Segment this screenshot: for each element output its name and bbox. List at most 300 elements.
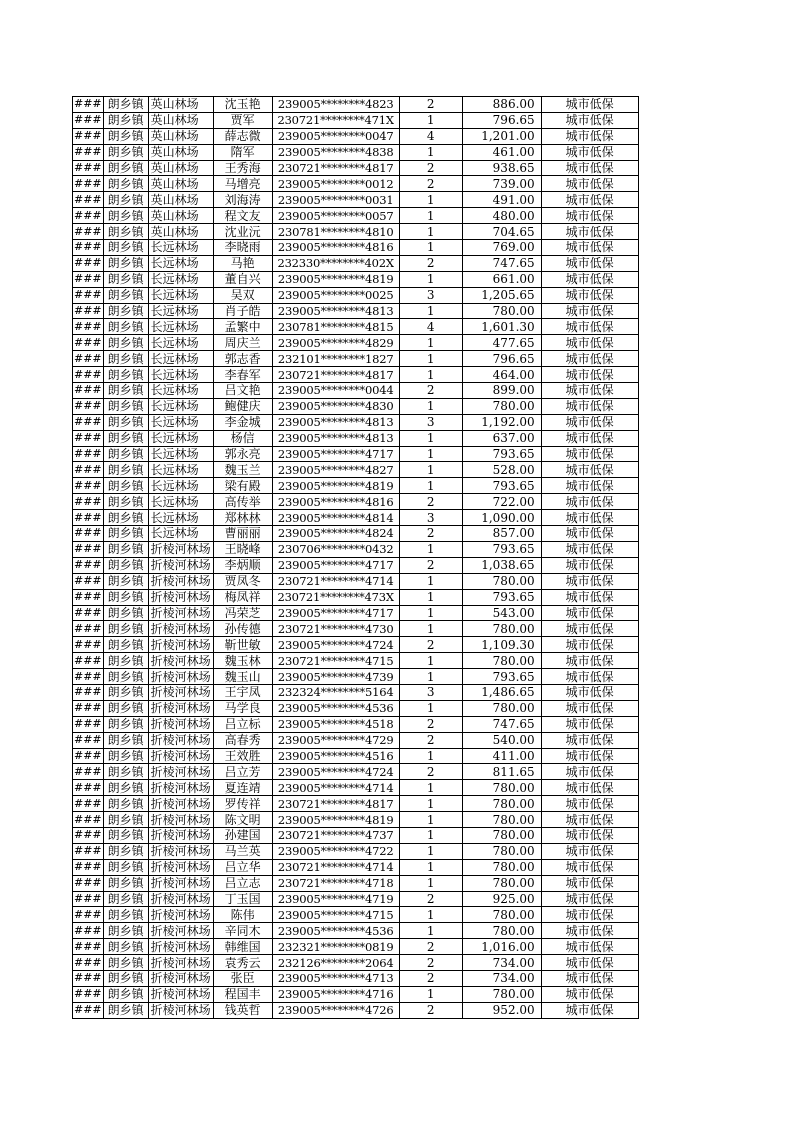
- table-row: [73, 478, 639, 494]
- town-cell: 朗乡镇: [103, 827, 148, 843]
- row-number-cell: ###: [74, 955, 102, 969]
- category-cell: 城市低保: [541, 208, 638, 224]
- table-row: [73, 144, 639, 160]
- amount-cell: 938.65: [462, 160, 541, 176]
- household-size-cell: 2: [399, 891, 462, 907]
- id-number-cell: 232324********5164: [272, 684, 399, 700]
- town-cell: 朗乡镇: [103, 97, 148, 113]
- town-cell: 朗乡镇: [103, 764, 148, 780]
- id-number-cell: 230721********4714: [272, 573, 399, 589]
- town-cell: 朗乡镇: [103, 970, 148, 986]
- name-cell: 郑林林: [213, 510, 272, 526]
- name-cell: 靳世敏: [213, 637, 272, 653]
- category-cell: 城市低保: [541, 764, 638, 780]
- table-row: [73, 780, 639, 796]
- name-cell: 孟繁中: [213, 319, 272, 335]
- forest-farm-cell: 折棱河林场: [148, 780, 213, 796]
- category-cell: 城市低保: [541, 494, 638, 510]
- town-cell: 朗乡镇: [103, 414, 148, 430]
- household-size-cell: 2: [399, 939, 462, 955]
- id-number-cell: 239005********4536: [272, 700, 399, 716]
- category-cell: 城市低保: [541, 303, 638, 319]
- town-cell: 朗乡镇: [103, 907, 148, 923]
- town-cell: 朗乡镇: [103, 367, 148, 383]
- town-cell: 朗乡镇: [103, 526, 148, 542]
- row-number-cell: ###: [74, 748, 102, 762]
- name-cell: 马增亮: [213, 176, 272, 192]
- name-cell: 曹丽丽: [213, 526, 272, 542]
- town-cell: 朗乡镇: [103, 812, 148, 828]
- id-number-cell: 239005********4713: [272, 970, 399, 986]
- name-cell: 魏玉山: [213, 669, 272, 685]
- amount-cell: 1,205.65: [462, 287, 541, 303]
- household-size-cell: 2: [399, 160, 462, 176]
- id-number-cell: 239005********4722: [272, 843, 399, 859]
- table-row: [73, 621, 639, 637]
- id-number-cell: 239005********4816: [272, 494, 399, 510]
- row-number-cell: ###: [74, 558, 102, 572]
- forest-farm-cell: 折棱河林场: [148, 986, 213, 1002]
- town-cell: 朗乡镇: [103, 271, 148, 287]
- forest-farm-cell: 英山林场: [148, 144, 213, 160]
- town-cell: 朗乡镇: [103, 1002, 148, 1018]
- amount-cell: 769.00: [462, 240, 541, 256]
- amount-cell: 793.65: [462, 446, 541, 462]
- table-row: [73, 510, 639, 526]
- household-size-cell: 1: [399, 430, 462, 446]
- category-cell: 城市低保: [541, 176, 638, 192]
- category-cell: 城市低保: [541, 446, 638, 462]
- amount-cell: 540.00: [462, 732, 541, 748]
- town-cell: 朗乡镇: [103, 621, 148, 637]
- category-cell: 城市低保: [541, 240, 638, 256]
- id-number-cell: 239005********4726: [272, 1002, 399, 1018]
- row-number-cell: ###: [74, 844, 102, 858]
- category-cell: 城市低保: [541, 684, 638, 700]
- forest-farm-cell: 长远林场: [148, 478, 213, 494]
- household-size-cell: 3: [399, 287, 462, 303]
- category-cell: 城市低保: [541, 510, 638, 526]
- amount-cell: 793.65: [462, 589, 541, 605]
- table-row: [73, 97, 639, 113]
- forest-farm-cell: 英山林场: [148, 160, 213, 176]
- category-cell: 城市低保: [541, 986, 638, 1002]
- name-cell: 刘海涛: [213, 192, 272, 208]
- id-number-cell: 230721********4730: [272, 621, 399, 637]
- forest-farm-cell: 长远林场: [148, 255, 213, 271]
- amount-cell: 780.00: [462, 986, 541, 1002]
- id-number-cell: 239005********4827: [272, 462, 399, 478]
- row-number-cell: ###: [74, 161, 102, 174]
- household-size-cell: 1: [399, 923, 462, 939]
- amount-cell: 780.00: [462, 621, 541, 637]
- amount-cell: 886.00: [462, 97, 541, 113]
- forest-farm-cell: 折棱河林场: [148, 827, 213, 843]
- row-number-cell: ###: [74, 860, 102, 874]
- table-row: [73, 192, 639, 208]
- town-cell: 朗乡镇: [103, 128, 148, 144]
- forest-farm-cell: 折棱河林场: [148, 955, 213, 971]
- category-cell: 城市低保: [541, 621, 638, 637]
- id-number-cell: 239005********4714: [272, 780, 399, 796]
- forest-farm-cell: 折棱河林场: [148, 923, 213, 939]
- row-number-cell: ###: [74, 1003, 102, 1017]
- name-cell: 董自兴: [213, 271, 272, 287]
- household-size-cell: 1: [399, 112, 462, 128]
- household-size-cell: 1: [399, 271, 462, 287]
- town-cell: 朗乡镇: [103, 112, 148, 128]
- forest-farm-cell: 折棱河林场: [148, 859, 213, 875]
- amount-cell: 780.00: [462, 700, 541, 716]
- row-number-cell: ###: [74, 478, 102, 492]
- amount-cell: 461.00: [462, 144, 541, 160]
- id-number-cell: 239005********4829: [272, 335, 399, 351]
- row-number-cell: ###: [74, 462, 102, 476]
- name-cell: 魏玉林: [213, 653, 272, 669]
- amount-cell: 811.65: [462, 764, 541, 780]
- row-number-cell: ###: [74, 780, 102, 794]
- forest-farm-cell: 折棱河林场: [148, 970, 213, 986]
- table-row: [73, 859, 639, 875]
- amount-cell: 1,016.00: [462, 939, 541, 955]
- forest-farm-cell: 折棱河林场: [148, 939, 213, 955]
- forest-farm-cell: 折棱河林场: [148, 732, 213, 748]
- name-cell: 李炳顺: [213, 557, 272, 573]
- table-row: [73, 398, 639, 414]
- row-number-cell: ###: [74, 351, 102, 365]
- category-cell: 城市低保: [541, 430, 638, 446]
- category-cell: 城市低保: [541, 780, 638, 796]
- amount-cell: 1,486.65: [462, 684, 541, 700]
- id-number-cell: 239005********4724: [272, 764, 399, 780]
- id-number-cell: 239005********0047: [272, 128, 399, 144]
- id-number-cell: 239005********4823: [272, 97, 399, 113]
- row-number-cell: ###: [74, 208, 102, 222]
- id-number-cell: 239005********4717: [272, 446, 399, 462]
- amount-cell: 543.00: [462, 605, 541, 621]
- household-size-cell: 3: [399, 684, 462, 700]
- name-cell: 郭永亮: [213, 446, 272, 462]
- id-number-cell: 230721********4718: [272, 875, 399, 891]
- forest-farm-cell: 折棱河林场: [148, 843, 213, 859]
- forest-farm-cell: 折棱河林场: [148, 589, 213, 605]
- table-row: [73, 812, 639, 828]
- row-number-cell: ###: [74, 304, 102, 318]
- row-number-cell: ###: [74, 828, 102, 842]
- row-number-cell: ###: [74, 288, 102, 302]
- household-size-cell: 2: [399, 176, 462, 192]
- amount-cell: 704.65: [462, 224, 541, 240]
- row-number-cell: ###: [74, 383, 102, 397]
- id-number-cell: 239005********4518: [272, 716, 399, 732]
- amount-cell: 796.65: [462, 112, 541, 128]
- table-row: [73, 669, 639, 685]
- household-size-cell: 2: [399, 557, 462, 573]
- table-row: [73, 240, 639, 256]
- forest-farm-cell: 长远林场: [148, 271, 213, 287]
- id-number-cell: 239005********4516: [272, 748, 399, 764]
- household-size-cell: 1: [399, 653, 462, 669]
- town-cell: 朗乡镇: [103, 955, 148, 971]
- town-cell: 朗乡镇: [103, 446, 148, 462]
- name-cell: 李金城: [213, 414, 272, 430]
- amount-cell: 793.65: [462, 541, 541, 557]
- name-cell: 陈伟: [213, 907, 272, 923]
- table-row: [73, 414, 639, 430]
- name-cell: 肖子皓: [213, 303, 272, 319]
- category-cell: 城市低保: [541, 827, 638, 843]
- category-cell: 城市低保: [541, 335, 638, 351]
- id-number-cell: 239005********4824: [272, 526, 399, 542]
- id-number-cell: 239005********4814: [272, 510, 399, 526]
- amount-cell: 925.00: [462, 891, 541, 907]
- town-cell: 朗乡镇: [103, 224, 148, 240]
- household-size-cell: 1: [399, 986, 462, 1002]
- town-cell: 朗乡镇: [103, 605, 148, 621]
- household-size-cell: 2: [399, 494, 462, 510]
- amount-cell: 780.00: [462, 653, 541, 669]
- town-cell: 朗乡镇: [103, 891, 148, 907]
- name-cell: 高春秀: [213, 732, 272, 748]
- row-number-cell: ###: [74, 399, 102, 413]
- table-row: [73, 494, 639, 510]
- town-cell: 朗乡镇: [103, 573, 148, 589]
- forest-farm-cell: 长远林场: [148, 462, 213, 478]
- amount-cell: 1,192.00: [462, 414, 541, 430]
- forest-farm-cell: 长远林场: [148, 335, 213, 351]
- table-row: [73, 1002, 639, 1018]
- name-cell: 辛同木: [213, 923, 272, 939]
- amount-cell: 780.00: [462, 780, 541, 796]
- table-row: [73, 684, 639, 700]
- household-size-cell: 1: [399, 812, 462, 828]
- name-cell: 魏玉兰: [213, 462, 272, 478]
- household-size-cell: 4: [399, 128, 462, 144]
- town-cell: 朗乡镇: [103, 923, 148, 939]
- category-cell: 城市低保: [541, 224, 638, 240]
- row-number-cell: ###: [74, 669, 102, 683]
- row-number-cell: ###: [74, 590, 102, 604]
- forest-farm-cell: 长远林场: [148, 494, 213, 510]
- amount-cell: 739.00: [462, 176, 541, 192]
- name-cell: 钱英哲: [213, 1002, 272, 1018]
- category-cell: 城市低保: [541, 907, 638, 923]
- row-number-cell: ###: [74, 923, 102, 937]
- forest-farm-cell: 折棱河林场: [148, 1002, 213, 1018]
- table-row: [73, 383, 639, 399]
- category-cell: 城市低保: [541, 1002, 638, 1018]
- category-cell: 城市低保: [541, 287, 638, 303]
- category-cell: 城市低保: [541, 653, 638, 669]
- id-number-cell: 239005********4719: [272, 891, 399, 907]
- category-cell: 城市低保: [541, 192, 638, 208]
- amount-cell: 491.00: [462, 192, 541, 208]
- id-number-cell: 230706********0432: [272, 541, 399, 557]
- town-cell: 朗乡镇: [103, 144, 148, 160]
- id-number-cell: 239005********4819: [272, 812, 399, 828]
- forest-farm-cell: 折棱河林场: [148, 541, 213, 557]
- household-size-cell: 1: [399, 224, 462, 240]
- category-cell: 城市低保: [541, 859, 638, 875]
- household-size-cell: 2: [399, 526, 462, 542]
- name-cell: 夏连靖: [213, 780, 272, 796]
- town-cell: 朗乡镇: [103, 462, 148, 478]
- town-cell: 朗乡镇: [103, 351, 148, 367]
- household-size-cell: 2: [399, 1002, 462, 1018]
- table-row: [73, 700, 639, 716]
- household-size-cell: 1: [399, 367, 462, 383]
- category-cell: 城市低保: [541, 939, 638, 955]
- household-size-cell: 1: [399, 335, 462, 351]
- category-cell: 城市低保: [541, 589, 638, 605]
- name-cell: 袁秀云: [213, 955, 272, 971]
- row-number-cell: ###: [74, 733, 102, 747]
- row-number-cell: ###: [74, 319, 102, 333]
- category-cell: 城市低保: [541, 383, 638, 399]
- household-size-cell: 1: [399, 843, 462, 859]
- table-row: [73, 939, 639, 955]
- category-cell: 城市低保: [541, 351, 638, 367]
- town-cell: 朗乡镇: [103, 859, 148, 875]
- category-cell: 城市低保: [541, 478, 638, 494]
- category-cell: 城市低保: [541, 669, 638, 685]
- category-cell: 城市低保: [541, 700, 638, 716]
- forest-farm-cell: 英山林场: [148, 224, 213, 240]
- category-cell: 城市低保: [541, 144, 638, 160]
- category-cell: 城市低保: [541, 875, 638, 891]
- town-cell: 朗乡镇: [103, 748, 148, 764]
- town-cell: 朗乡镇: [103, 541, 148, 557]
- table-row: [73, 128, 639, 144]
- household-size-cell: 1: [399, 907, 462, 923]
- name-cell: 王宇凤: [213, 684, 272, 700]
- row-number-cell: ###: [74, 113, 102, 127]
- amount-cell: 780.00: [462, 875, 541, 891]
- category-cell: 城市低保: [541, 748, 638, 764]
- amount-cell: 747.65: [462, 255, 541, 271]
- amount-cell: 734.00: [462, 970, 541, 986]
- household-size-cell: 2: [399, 383, 462, 399]
- row-number-cell: ###: [74, 97, 102, 111]
- row-number-cell: ###: [74, 176, 102, 190]
- id-number-cell: 239005********0025: [272, 287, 399, 303]
- town-cell: 朗乡镇: [103, 319, 148, 335]
- forest-farm-cell: 折棱河林场: [148, 700, 213, 716]
- row-number-cell: ###: [74, 907, 102, 921]
- row-number-cell: ###: [74, 605, 102, 619]
- row-number-cell: ###: [74, 796, 102, 810]
- table-row: [73, 160, 639, 176]
- table-row: [73, 986, 639, 1002]
- row-number-cell: ###: [74, 876, 102, 890]
- household-size-cell: 1: [399, 700, 462, 716]
- table-row: [73, 637, 639, 653]
- amount-cell: 793.65: [462, 478, 541, 494]
- forest-farm-cell: 英山林场: [148, 97, 213, 113]
- category-cell: 城市低保: [541, 112, 638, 128]
- amount-cell: 1,109.30: [462, 637, 541, 653]
- table-row: [73, 367, 639, 383]
- category-cell: 城市低保: [541, 843, 638, 859]
- row-number-cell: ###: [74, 939, 102, 953]
- row-number-cell: ###: [74, 367, 102, 381]
- household-size-cell: 1: [399, 351, 462, 367]
- amount-cell: 722.00: [462, 494, 541, 510]
- town-cell: 朗乡镇: [103, 684, 148, 700]
- town-cell: 朗乡镇: [103, 780, 148, 796]
- household-size-cell: 2: [399, 970, 462, 986]
- row-number-cell: ###: [74, 510, 102, 524]
- id-number-cell: 239005********4819: [272, 271, 399, 287]
- category-cell: 城市低保: [541, 414, 638, 430]
- name-cell: 马学良: [213, 700, 272, 716]
- name-cell: 吴双: [213, 287, 272, 303]
- forest-farm-cell: 长远林场: [148, 319, 213, 335]
- category-cell: 城市低保: [541, 398, 638, 414]
- table-row: [73, 955, 639, 971]
- forest-farm-cell: 英山林场: [148, 176, 213, 192]
- id-number-cell: 232330********402X: [272, 255, 399, 271]
- table-row: [73, 589, 639, 605]
- row-number-cell: ###: [74, 256, 102, 270]
- household-size-cell: 1: [399, 144, 462, 160]
- row-number-cell: ###: [74, 224, 102, 238]
- table-row: [73, 526, 639, 542]
- forest-farm-cell: 长远林场: [148, 510, 213, 526]
- town-cell: 朗乡镇: [103, 192, 148, 208]
- table-row: [73, 462, 639, 478]
- amount-cell: 857.00: [462, 526, 541, 542]
- name-cell: 高传举: [213, 494, 272, 510]
- town-cell: 朗乡镇: [103, 843, 148, 859]
- town-cell: 朗乡镇: [103, 303, 148, 319]
- name-cell: 程文友: [213, 208, 272, 224]
- household-size-cell: 1: [399, 589, 462, 605]
- id-number-cell: 239005********4830: [272, 398, 399, 414]
- category-cell: 城市低保: [541, 160, 638, 176]
- household-size-cell: 1: [399, 208, 462, 224]
- amount-cell: 1,201.00: [462, 128, 541, 144]
- household-size-cell: 1: [399, 859, 462, 875]
- table-row: [73, 208, 639, 224]
- forest-farm-cell: 长远林场: [148, 240, 213, 256]
- forest-farm-cell: 折棱河林场: [148, 669, 213, 685]
- amount-cell: 780.00: [462, 796, 541, 812]
- town-cell: 朗乡镇: [103, 287, 148, 303]
- table-row: [73, 112, 639, 128]
- id-number-cell: 239005********4816: [272, 240, 399, 256]
- town-cell: 朗乡镇: [103, 669, 148, 685]
- category-cell: 城市低保: [541, 923, 638, 939]
- name-cell: 吕立标: [213, 716, 272, 732]
- name-cell: 马兰英: [213, 843, 272, 859]
- table-row: [73, 287, 639, 303]
- row-number-cell: ###: [74, 129, 102, 143]
- town-cell: 朗乡镇: [103, 398, 148, 414]
- table-row: [73, 335, 639, 351]
- table-row: [73, 891, 639, 907]
- name-cell: 韩维国: [213, 939, 272, 955]
- table-row: [73, 653, 639, 669]
- name-cell: 孙传德: [213, 621, 272, 637]
- table-row: [73, 796, 639, 812]
- town-cell: 朗乡镇: [103, 716, 148, 732]
- table-row: [73, 748, 639, 764]
- row-number-cell: ###: [74, 971, 102, 985]
- forest-farm-cell: 长远林场: [148, 446, 213, 462]
- town-cell: 朗乡镇: [103, 160, 148, 176]
- town-cell: 朗乡镇: [103, 255, 148, 271]
